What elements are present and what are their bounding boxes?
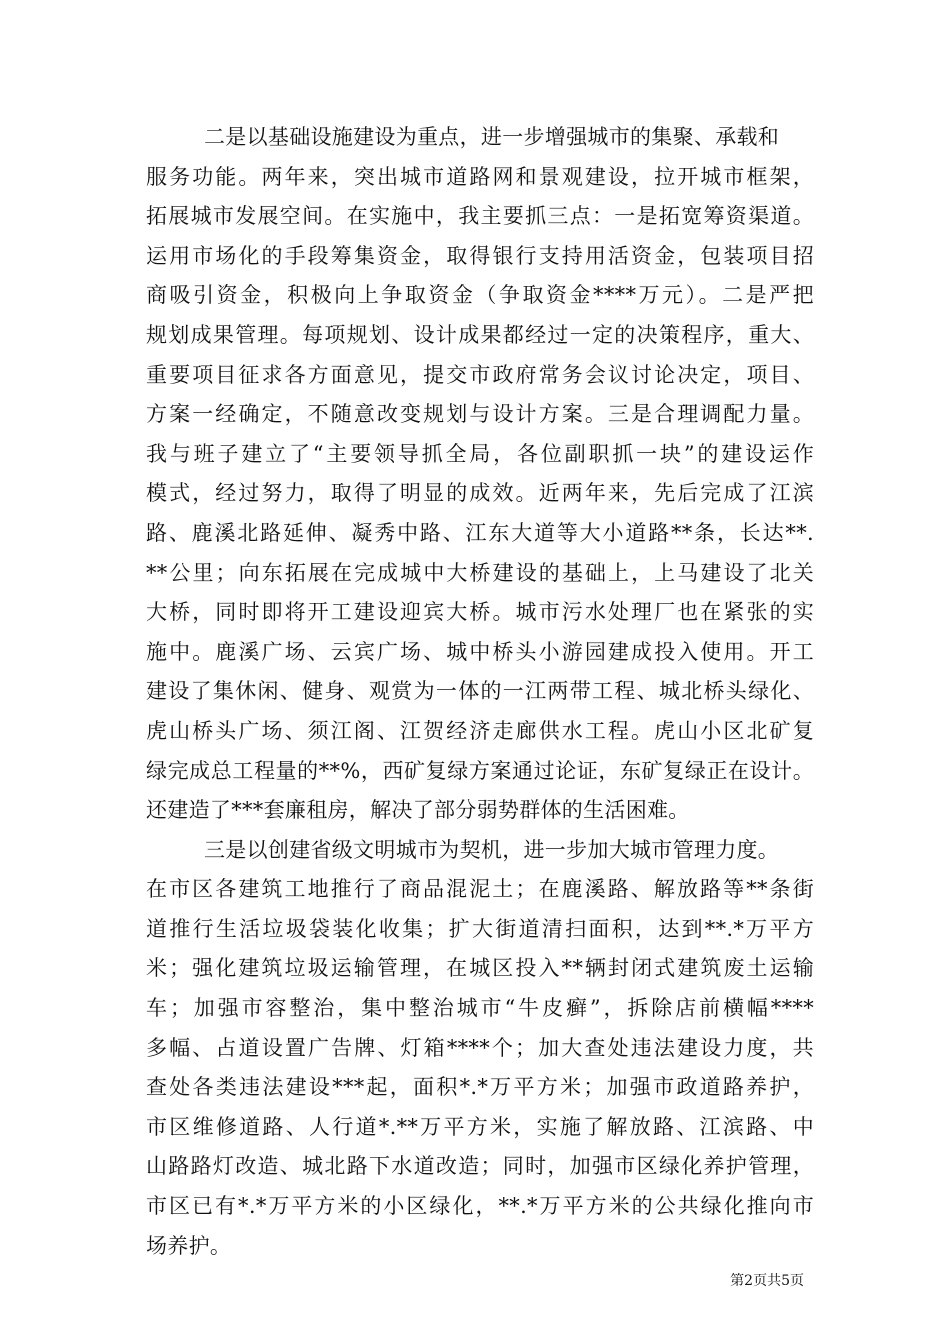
paragraph-1-line-12: **公里；向东拓展在完成城中大桥建设的基础上，上马建设了北关	[146, 560, 814, 585]
page-number-footer: 第2页共5页	[730, 1273, 804, 1289]
paragraph-2-line-9: 山路路灯改造、城北路下水道改造；同时，加强市区绿化养护管理，	[146, 1154, 814, 1179]
paragraph-1-line-7: 重要项目征求各方面意见，提交市政府常务会议讨论决定，项目、	[146, 362, 814, 387]
paragraph-1-line-10: 模式，经过努力，取得了明显的成效。近两年来，先后完成了江滨	[146, 481, 814, 506]
document-body	[146, 118, 814, 1266]
paragraph-1-line-11: 路、鹿溪北路延伸、凝秀中路、江东大道等大小道路**条，长达**.	[146, 520, 814, 545]
paragraph-2-line-1: 三是以创建省级文明城市为契机，进一步加大城市管理力度。	[204, 837, 780, 862]
paragraph-1-line-6: 规划成果管理。每项规划、设计成果都经过一定的决策程序，重大、	[146, 322, 814, 347]
paragraph-1-line-16: 虎山桥头广场、须江阁、江贺经济走廊供水工程。虎山小区北矿复	[146, 718, 814, 743]
paragraph-2-line-7: 查处各类违法建设***起，面积*.*万平方米；加强市政道路养护，	[146, 1075, 814, 1100]
paragraph-1-line-15: 建设了集休闲、健身、观赏为一体的一江两带工程、城北桥头绿化、	[146, 679, 814, 704]
paragraph-2-line-11: 场养护。	[146, 1233, 232, 1258]
paragraph-2-line-5: 车；加强市容整治，集中整治城市“牛皮癣”，拆除店前横幅****	[146, 996, 814, 1021]
paragraph-1-line-14: 施中。鹿溪广场、云宾广场、城中桥头小游园建成投入使用。开工	[146, 639, 814, 664]
paragraph-1-line-4: 运用市场化的手段筹集资金，取得银行支持用活资金，包装项目招	[146, 243, 814, 268]
paragraph-2-line-2: 在市区各建筑工地推行了商品混泥土；在鹿溪路、解放路等**条街	[146, 877, 814, 902]
paragraph-2-line-4: 米；强化建筑垃圾运输管理，在城区投入**辆封闭式建筑废土运输	[146, 956, 814, 981]
paragraph-1-line-18: 还建造了***套廉租房，解决了部分弱势群体的生活困难。	[146, 798, 690, 823]
paragraph-2-line-3: 道推行生活垃圾袋装化收集；扩大街道清扫面积，达到**.*万平方	[146, 916, 814, 941]
paragraph-1-line-13: 大桥，同时即将开工建设迎宾大桥。城市污水处理厂也在紧张的实	[146, 600, 814, 625]
paragraph-1-line-3: 拓展城市发展空间。在实施中，我主要抓三点：一是拓宽筹资渠道。	[146, 204, 814, 229]
paragraph-2-line-6: 多幅、占道设置广告牌、灯箱****个；加大查处违法建设力度，共	[146, 1035, 814, 1060]
paragraph-1-line-5: 商吸引资金，积极向上争取资金（争取资金****万元）。二是严把	[146, 283, 814, 308]
paragraph-1-line-9: 我与班子建立了“主要领导抓全局，各位副职抓一块”的建设运作	[146, 441, 814, 466]
paragraph-1-line-8: 方案一经确定，不随意改变规划与设计方案。三是合理调配力量。	[146, 402, 814, 427]
paragraph-2-line-8: 市区维修道路、人行道*.**万平方米，实施了解放路、江滨路、中	[146, 1114, 814, 1139]
paragraph-1-line-17: 绿完成总工程量的**%，西矿复绿方案通过论证，东矿复绿正在设计。	[146, 758, 814, 783]
paragraph-1-line-2: 服务功能。两年来，突出城市道路网和景观建设，拉开城市框架，	[146, 164, 814, 189]
paragraph-1-line-1: 二是以基础设施建设为重点，进一步增强城市的集聚、承载和	[204, 125, 780, 149]
paragraph-2-line-10: 市区已有*.*万平方米的小区绿化，**.*万平方米的公共绿化推向市	[146, 1194, 814, 1219]
